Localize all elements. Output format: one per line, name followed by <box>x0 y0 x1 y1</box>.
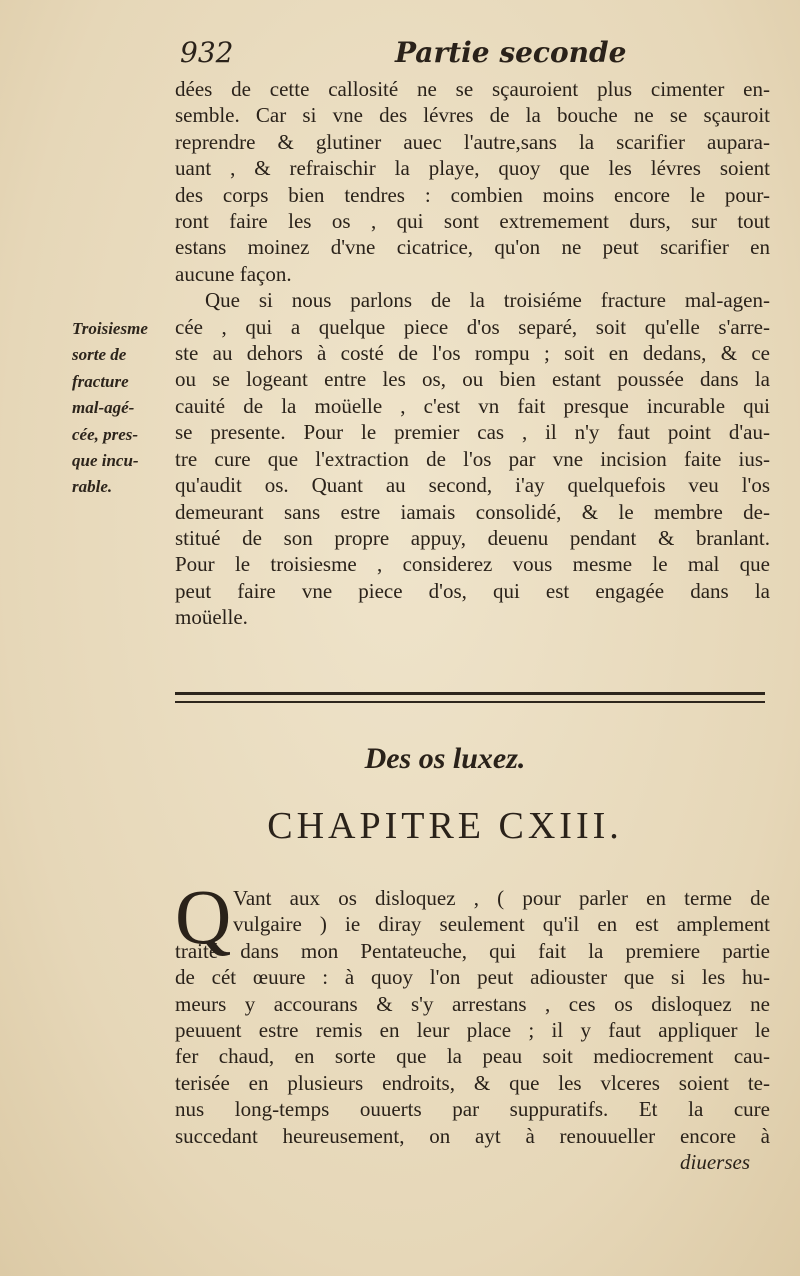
text-line: aucune façon. <box>175 261 292 286</box>
ornamental-rule <box>175 692 765 703</box>
text-line: Vant aux os disloquez , ( pour parler en terme de <box>233 886 770 910</box>
running-title: Partie seconde <box>395 36 627 69</box>
text-line: cauité de la moüelle , c'est vn fait presque incurable qui <box>175 393 770 418</box>
text-line: stitué de son propre appuy, deuenu pendant & branlant. <box>175 525 770 550</box>
text-line: fer chaud, en sorte que la peau soit mediocrement cau- <box>175 1044 770 1069</box>
chapter-title: CHAPITRE CXIII. <box>267 805 623 847</box>
text-line: tre cure que l'extraction de l'os par vne incision faite ius- <box>175 446 770 471</box>
text-line: peut faire vne piece d'os, qui est engagée dans la <box>175 578 770 603</box>
text-line: semble. Car si vne des lévres de la bouche ne se sçauroit <box>175 103 770 128</box>
text-line: moüelle. <box>175 605 248 630</box>
text-line: qu'audit os. Quant au second, i'ay quelquefois veu l'os <box>175 473 770 498</box>
catchword: diuerses <box>680 1150 750 1174</box>
text-line: succedant heureusement, on ayt à renouueller encore à <box>175 1123 770 1148</box>
text-line: uant , & refraischir la playe, quoy que les lévres soient <box>175 156 770 181</box>
text-line: peuuent estre remis en leur place ; il y faut appliquer le <box>175 1018 770 1043</box>
text-line: demeurant sans estre iamais consolidé, & le membre de- <box>175 499 770 524</box>
text-line: de cét œuure : à quoy l'on peut adiouster que si les hu- <box>175 965 770 990</box>
text-line: vulgaire ) ie diray seulement qu'il en est amplement <box>233 912 770 937</box>
margin-note-line: sorte de <box>72 345 127 365</box>
text-line: Que si nous parlons de la troisiéme fracture mal-agen- <box>205 288 770 313</box>
margin-note-line: rable. <box>72 477 113 497</box>
text-line: ou se logeant entre les os, ou bien estant poussée dans la <box>175 367 770 392</box>
text-line: terisée en plusieurs endroits, & que les vlceres soient te- <box>175 1070 770 1095</box>
margin-note-line: cée, pres- <box>72 424 139 444</box>
text-line: nus long-temps ouuerts par suppuratifs. Et la cure <box>175 1097 770 1122</box>
margin-note-line: que incu- <box>72 451 139 471</box>
margin-note-line: fracture <box>72 371 129 391</box>
margin-note-line: mal-agé- <box>72 398 135 418</box>
text-line: ront faire les os , qui sont extremement durs, sur tout <box>175 209 770 234</box>
text-line: meurs y accourans & s'y arrestans , ces os disloquez ne <box>175 991 770 1016</box>
page-number: 932 <box>180 36 234 69</box>
text-line: des corps bien tendres : combien moins encore le pour- <box>175 182 770 207</box>
page-header <box>170 36 730 76</box>
margin-note-line: Troisiesme <box>72 319 148 338</box>
text-line: Pour le troisiesme , considerez vous mesme le mal que <box>175 552 770 577</box>
chapter-text <box>175 873 770 1149</box>
text-line: reprendre & glutiner auec l'autre,sans la scarifier aupara- <box>175 129 770 154</box>
margin-note <box>72 316 182 501</box>
text-line: se presente. Pour le premier cas , il n'y faut point d'au- <box>175 420 770 445</box>
text-line: cée , qui a quelque piece d'os separé, soit qu'elle s'arre- <box>175 314 770 339</box>
text-line: ste au dehors à costé de l'os rompu ; soit en dedans, & ce <box>175 341 770 366</box>
text-line: dées de cette callosité ne se sçauroient plus cimenter en- <box>175 77 770 101</box>
section-title: Des os luxez. <box>364 742 526 775</box>
text-line: estans moinez d'vne cicatrice, qu'on ne peut scarifier en <box>175 235 770 260</box>
text-line: traité dans mon Pentateuche, qui fait la premiere partie <box>175 938 770 963</box>
drop-cap: Q <box>175 873 232 960</box>
body-text <box>175 76 770 631</box>
